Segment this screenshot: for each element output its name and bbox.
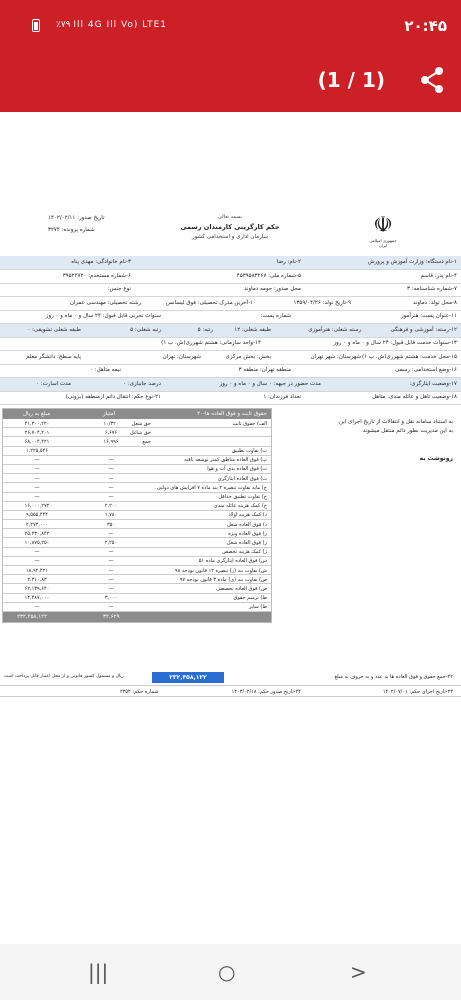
info-cell: ۱۰-آخرین مدرک تحصیلی: فوق لیسانس bbox=[166, 299, 256, 306]
document-meta bbox=[48, 212, 105, 236]
info-cell: پایه سطح: دانشگر معلم bbox=[25, 353, 81, 360]
info-cell: نوع جنس: bbox=[107, 286, 131, 292]
info-row bbox=[0, 310, 461, 324]
salary-item-points: ۲,۲۵۰ bbox=[104, 539, 118, 546]
order-number: شماره حکم: ۲۳۵۲ bbox=[120, 689, 159, 695]
info-cell: سنوات تجربی قابل قبول: ۲۴ سال و ۰ ماه و ۰ روز bbox=[45, 313, 161, 319]
salary-item-amount: ۴۱,۳۰۰,۲۲۰ bbox=[24, 420, 50, 427]
salary-item-points: ۲,۲۰۰ bbox=[104, 503, 118, 510]
info-cell: رتبه شغلی: ۵ bbox=[130, 326, 161, 333]
salary-item-amount: — bbox=[34, 475, 40, 482]
salary-row bbox=[3, 538, 271, 547]
info-cell: ۱۶-وضع استخدامی: رسمی bbox=[395, 367, 457, 373]
salary-row bbox=[3, 520, 271, 529]
document-page bbox=[0, 200, 461, 700]
recent-apps-button[interactable]: ||| bbox=[88, 960, 109, 984]
salary-item-points: — bbox=[108, 558, 114, 565]
info-cell: ۱۱-عنوان پست: هنرآموز bbox=[400, 313, 457, 319]
salary-row bbox=[3, 603, 271, 612]
salary-row bbox=[3, 474, 271, 483]
salary-item-name: پ) فوق العاده مناطق کمتر توسعه یافته bbox=[184, 457, 267, 464]
salary-item-amount: ۱,۲۲۵,۵۴۶ bbox=[26, 448, 48, 455]
document-heading bbox=[150, 212, 310, 242]
info-cell: طبقه شغلی تشویقی: ۰ bbox=[27, 326, 81, 333]
salary-row bbox=[3, 456, 271, 465]
salary-row bbox=[3, 584, 271, 593]
salary-item-name: ظ) سایر bbox=[248, 604, 267, 611]
info-row bbox=[0, 256, 461, 270]
home-button[interactable]: ○ bbox=[218, 960, 236, 984]
info-cell: ۱۳-سنوات خدمت قابل قبول: ۲۴ سال و ۰ ماه و ۰ روز bbox=[333, 340, 457, 346]
sum-tail: ریال و مشمول کسور قانونی و از محل اعتبار قابل پرداخت است bbox=[4, 674, 124, 679]
salary-item-amount: ۲,۳۱۰,۸۳ bbox=[27, 576, 47, 583]
salary-item-name: ض) فوق العاده تخصصی bbox=[216, 585, 267, 592]
info-cell: ۲-نام: رضا bbox=[276, 259, 301, 265]
dates-row bbox=[0, 685, 461, 697]
salary-item-name: ش) تفاوت بند (ز) تبصره ۱۲ قانون بودجه ۹۸ bbox=[174, 567, 267, 574]
salary-item-name: ت) فوق العاده بدی آب و هوا bbox=[207, 466, 267, 473]
system-nav-bar bbox=[0, 944, 461, 1000]
salary-row bbox=[3, 447, 271, 456]
salary-item-amount: — bbox=[34, 558, 40, 565]
salary-item-amount: ۲,۲۷۳,۰۰۰ bbox=[26, 521, 48, 528]
salary-item-points: ۶,۶۷۶ bbox=[104, 429, 118, 436]
lower-section bbox=[0, 408, 461, 700]
info-cell: شهرستان: شهر تهران bbox=[310, 353, 361, 360]
info-cell: ۶-شماره مستخدم: ۳۹۵۲۲۷۲۰ bbox=[62, 272, 131, 279]
salary-item-points: ۳۵۰ bbox=[106, 521, 116, 528]
salary-row bbox=[3, 465, 271, 474]
info-cell: شهرستان: تهران bbox=[162, 353, 201, 360]
salary-item-sub: حق شاغل bbox=[130, 429, 151, 436]
salary-item-points: — bbox=[108, 576, 114, 583]
info-cell: ۱۸-وضعیت تاهل و عائله مندی: متاهل bbox=[372, 394, 457, 400]
share-icon[interactable] bbox=[419, 66, 445, 94]
salary-item-name: ر) فوق العاده ویژه bbox=[228, 530, 267, 537]
info-cell: مدت حضور در جبهه: ۰ سال و ۰ ماه و ۰ روز bbox=[219, 380, 321, 387]
salary-table bbox=[2, 408, 272, 623]
info-cell: ۳-نام خانوادگی: مهدی پناه bbox=[71, 259, 131, 265]
salary-item-name: خ) کمک هزینه عائله مندی bbox=[213, 503, 267, 510]
salary-row bbox=[3, 566, 271, 575]
info-row bbox=[0, 391, 461, 405]
battery-icon bbox=[32, 19, 40, 32]
salary-item-sub: جمع bbox=[142, 438, 151, 445]
app-bar bbox=[0, 50, 461, 112]
salary-item-points: ۱۶,۹۹۶ bbox=[103, 438, 119, 445]
back-button[interactable]: > bbox=[350, 960, 367, 984]
info-cell: ۱۴-واحد سازمانی: هشتم شهرری(ش. ب ۱) bbox=[161, 340, 261, 346]
info-cell: منطقه تهران: منطقه ۳ bbox=[238, 367, 291, 373]
side-note bbox=[273, 418, 453, 463]
salary-item-name: س) فوق العاده ایثارگری ماده ۵۱ bbox=[198, 558, 267, 565]
salary-item-points: — bbox=[108, 604, 114, 611]
info-cell: ۱۵-محل خدمت: هشتم شهرری(ش. ب ۱) bbox=[362, 353, 457, 360]
emblem-caption: جمهوری اسلامی ایران bbox=[369, 238, 397, 248]
salary-item-amount: ۶۸,۰۰۴,۴۲۱ bbox=[24, 438, 50, 445]
info-row bbox=[0, 337, 461, 351]
heading-bismillah: بسمه تعالی bbox=[217, 214, 243, 220]
salary-item-name: ط) ترمیم حقوق bbox=[233, 595, 267, 602]
salary-item-amount: — bbox=[34, 457, 40, 464]
status-indicators: ٪۷۹ Ill 4G Ill Vo) LTE1 bbox=[56, 20, 167, 30]
salary-total bbox=[3, 612, 271, 622]
salary-item-points: — bbox=[108, 530, 114, 537]
salary-item-points: — bbox=[108, 585, 114, 592]
salary-item-name: د) کمک هزینه اولاد bbox=[228, 512, 267, 519]
status-bar bbox=[0, 0, 461, 50]
salary-row bbox=[3, 548, 271, 557]
salary-item-amount: ۶۲,۱۳۹,۶۴۰ bbox=[24, 585, 50, 592]
sum-row bbox=[0, 672, 461, 684]
iran-emblem bbox=[365, 214, 401, 248]
info-cell: ۱-نام دستگاه: وزارت آموزش و پرورش bbox=[367, 259, 457, 265]
file-number-label: شماره پرونده: ۳۲۷۴ bbox=[48, 227, 95, 233]
info-cell: ۸-محل تولد: دماوند bbox=[412, 299, 457, 306]
header-amount: مبلغ به ریال bbox=[23, 411, 51, 417]
salary-item-amount: — bbox=[34, 604, 40, 611]
salary-rows bbox=[3, 419, 271, 612]
info-cell: رتبه: ۵ bbox=[197, 326, 213, 333]
header-points: امتیاز bbox=[103, 411, 116, 417]
info-cell: طبقه شغلی: ۱۲ bbox=[234, 326, 271, 333]
info-row bbox=[0, 324, 461, 338]
salary-item-amount: — bbox=[34, 484, 40, 491]
total-amount: ۲۳۲,۴۵۸,۱۲۲ bbox=[17, 613, 48, 620]
salary-item-name: ژ) کمک هزینه تخصص bbox=[222, 549, 267, 556]
salary-item-amount: — bbox=[34, 549, 40, 556]
info-row bbox=[0, 364, 461, 378]
page-counter: (1 / 1) bbox=[317, 68, 385, 92]
info-cell: ۷-شماره شناسنامه: ۳ bbox=[406, 286, 457, 292]
total-points: ۳۴,۶۲۹ bbox=[103, 613, 120, 620]
info-cell: ۲۱-نوع حکم: انتقال دائم ازمنطقه (برونی) bbox=[65, 394, 161, 400]
status-time: ۲۰:۴۵ bbox=[404, 17, 447, 35]
salary-item-points: ۳,۰۰۰ bbox=[104, 595, 118, 602]
salary-item-points: ۱,۷۸۰ bbox=[104, 512, 118, 519]
salary-item-name: ج) مابه تفاوت تبصره ۲ بند ماده ۷ افزایش های دولتی bbox=[156, 484, 267, 491]
info-row bbox=[0, 378, 461, 392]
salary-row bbox=[3, 428, 271, 437]
info-cell: ۱۲-رسته: آموزشی و فرهنگی bbox=[390, 326, 457, 333]
issue-date: ۲۴-تاریخ صدور حکم: ۱۴۰۳/۰۲/۱۸ bbox=[231, 689, 301, 695]
info-cell: درصد جانبازی: ۰ bbox=[123, 380, 161, 387]
salary-row bbox=[3, 483, 271, 492]
info-cell: ۹-تاریخ تولد: ۱۳۵۹/۰۴/۲۶ bbox=[293, 299, 351, 306]
info-row bbox=[0, 270, 461, 284]
salary-item-name: ب) تفاوت تطبیق bbox=[231, 448, 267, 455]
salary-item-points: — bbox=[108, 567, 114, 574]
salary-item-amount: ۱۰,۸۷۵,۲۵۰ bbox=[24, 539, 50, 546]
salary-item-amount: ۱۸,۹۲,۴۲۱ bbox=[26, 567, 48, 574]
salary-row bbox=[3, 502, 271, 511]
copy-to-label: رونوشت به bbox=[419, 455, 453, 462]
salary-item-amount: ۲۵,۲۳۰,۸۴۲ bbox=[24, 530, 50, 537]
info-cell: رشته تحصیلی: مهندسی عمران bbox=[69, 299, 141, 306]
side-note-line2: به این مدیریت بطور دائم منتقل میشوند bbox=[362, 428, 453, 434]
salary-item-points: — bbox=[108, 494, 114, 500]
salary-item-amount: — bbox=[34, 466, 40, 473]
issue-date-label: تاریخ صدور: ۱۴۰۲/۰۲/۱۱ bbox=[48, 215, 105, 221]
salary-row bbox=[3, 419, 271, 428]
info-cell: ۴-نام پدر: قاسم bbox=[420, 272, 457, 279]
info-cell: ۵-شماره ملی: ۴۵۳۹۵۸۳۲۶۷ bbox=[236, 272, 301, 279]
salary-item-amount: ۲۶,۷۰۴,۲۰۱ bbox=[24, 429, 50, 436]
info-row bbox=[0, 351, 461, 365]
header-name: ۲۰-حقوق ثابت و فوق العاده ها bbox=[197, 411, 267, 417]
salary-row bbox=[3, 529, 271, 538]
salary-item-points: — bbox=[108, 484, 114, 491]
salary-row bbox=[3, 594, 271, 603]
document-title: حکم کارگزینی کارمندان رسمی bbox=[180, 223, 280, 231]
side-note-line1: به استناد سامانه نقل و انتقالات از تاریخ اجرای این bbox=[339, 419, 453, 425]
sum-label: ۲۲-جمع حقوق و فوق العاده ها به عدد و به حروف به مبلغ bbox=[334, 674, 453, 680]
salary-item-name: ص) تفاوت بند (ی) ماده ۳ قانون بودجه ۹۷ bbox=[179, 576, 267, 583]
sum-value: ۲۳۲,۴۵۸,۱۲۲ bbox=[152, 672, 224, 683]
salary-row bbox=[3, 493, 271, 502]
info-cell: ۱۷-وضعیت ایثارگری: bbox=[409, 380, 457, 387]
info-cell: محل صدور: حومه دماوند bbox=[244, 286, 301, 292]
emblem-icon: ☫ bbox=[373, 213, 393, 238]
salary-item-amount: ۱۴,۴۸۷,۰۰۰ bbox=[24, 595, 50, 602]
salary-item-points: — bbox=[108, 475, 114, 482]
info-cell: رسته شغلی: هنرآموزی bbox=[308, 326, 361, 333]
info-cell: مدت اسارت: ۰ bbox=[36, 380, 71, 387]
salary-item-name: ز) فوق العاده شغل bbox=[226, 539, 267, 546]
salary-row bbox=[3, 575, 271, 584]
salary-item-points: — bbox=[108, 549, 114, 556]
salary-item-name: ذ) فوق العاده شغل bbox=[227, 521, 267, 528]
salary-row bbox=[3, 511, 271, 520]
salary-row bbox=[3, 437, 271, 446]
salary-item-points: — bbox=[108, 466, 114, 473]
info-cell: شماره پست: bbox=[260, 313, 291, 319]
salary-item-amount: — bbox=[34, 494, 40, 500]
salary-item-amount: ۱۶,۰۰۰,۲۷۲ bbox=[24, 503, 50, 510]
document-subtitle: سازمان اداری و استخدامی کشور bbox=[191, 234, 269, 240]
info-row bbox=[0, 297, 461, 311]
salary-row bbox=[3, 557, 271, 566]
salary-table-header bbox=[3, 409, 271, 419]
salary-item-name: ث) فوق العاده ایثارگری bbox=[217, 475, 267, 482]
info-cell: تعداد فرزندان: ۱ bbox=[263, 394, 301, 400]
salary-item-points: ۱۰/۳۲۰ bbox=[103, 420, 119, 427]
salary-item-name: ح) تفاوت تطبیق حداقل bbox=[218, 494, 267, 500]
salary-item-sub: حق شغل bbox=[131, 420, 151, 427]
salary-item-amount: ۹,۵۵۵,۴۴۴ bbox=[26, 512, 48, 519]
exec-date: ۲۳-تاریخ اجرای حکم: ۱۴۰۲/۰۷/۰۱ bbox=[382, 689, 453, 695]
info-row bbox=[0, 283, 461, 297]
salary-item-name: الف) حقوق ثابت bbox=[232, 420, 267, 427]
salary-item-points: — bbox=[108, 457, 114, 464]
info-cell: بخش: بخش مرکزی bbox=[225, 353, 271, 360]
info-cell: نیمه متاهل: ۰ bbox=[90, 367, 121, 373]
